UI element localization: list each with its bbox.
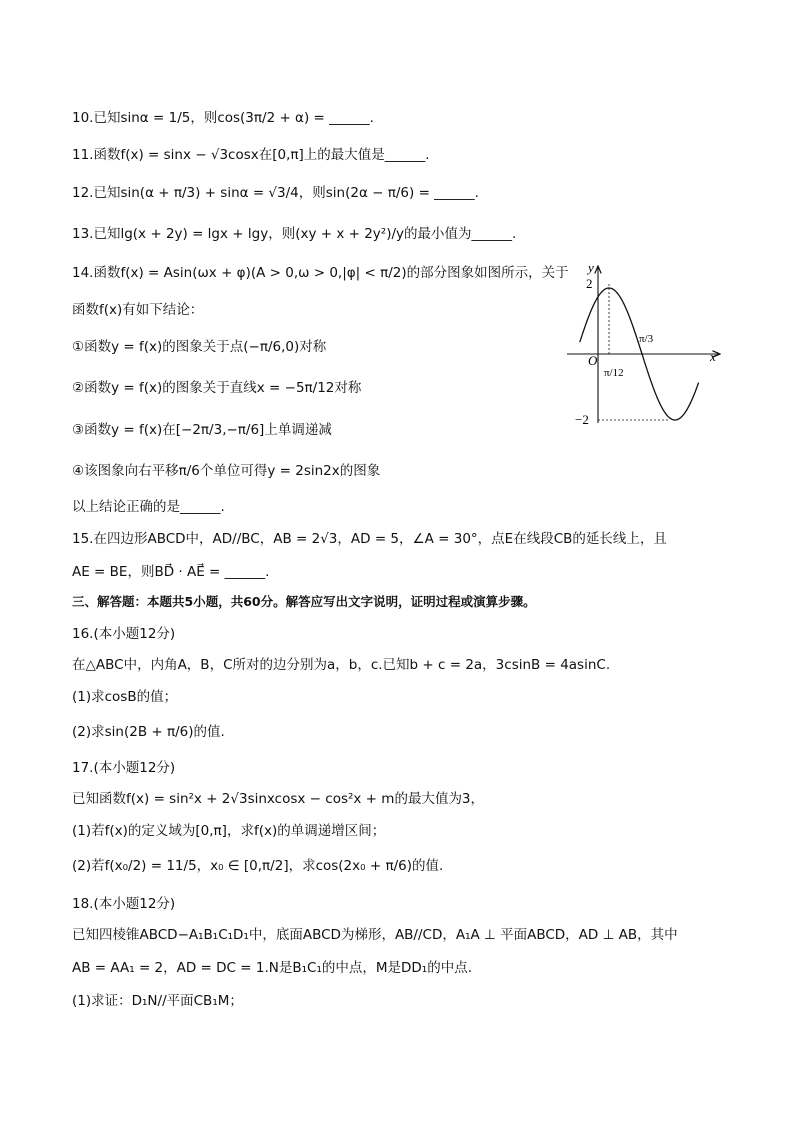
q16-stem: 在△ABC中，内角A，B，C所对的边分别为a，b，c.已知b + c = 2a，3csinB = 4asinC. [72, 657, 611, 673]
q17-header: 17.(本小题12分) [72, 760, 176, 776]
q14-answer-line: 以上结论正确的是______. [72, 499, 225, 515]
y-axis-label: y [588, 260, 594, 275]
min-label: −2 [575, 412, 589, 427]
q17-part1: (1)若f(x)的定义域为[0,π]，求f(x)的单调递增区间； [72, 823, 386, 839]
q18-stem-cont: AB = AA₁ = 2，AD = DC = 1.N是B₁C₁的中点，M是DD₁的中点. [72, 960, 473, 976]
q14-option-1: ①函数y = f(x)的图象关于点(−π/6,0)对称 [72, 339, 327, 355]
q15: 15.在四边形ABCD中，AD//BC，AB = 2√3，AD = 5，∠A = 30°，点E在线段CB的延长线上，且 [72, 531, 667, 547]
q16-header: 16.(本小题12分) [72, 626, 176, 642]
q14-option-3: ③函数y = f(x)在[−2π/3,−π/6]上单调递减 [72, 422, 332, 438]
q12: 12.已知sin(α + π/3) + sinα = √3/4，则sin(2α − π/6) = ______. [72, 185, 479, 201]
q15-cont: AE = BE，则BD⃗ · AE⃗ = ______. [72, 564, 270, 580]
max-label: 2 [586, 276, 593, 291]
q18-stem: 已知四棱锥ABCD−A₁B₁C₁D₁中，底面ABCD为梯形，AB//CD，A₁A ⊥ 平面ABCD，AD ⊥ AB，其中 [72, 927, 678, 943]
q16-part1: (1)求cosB的值； [72, 689, 178, 705]
q17-stem: 已知函数f(x) = sin²x + 2√3sinxcosx − cos²x + m的最大值为3， [72, 791, 485, 807]
origin-label: O [588, 353, 598, 368]
q10: 10.已知sinα = 1/5，则cos(3π/2 + α) = ______. [72, 110, 374, 126]
q14-stem-cont: 函数f(x)有如下结论： [72, 302, 204, 318]
q17-part2: (2)若f(x₀/2) = 11/5，x₀ ∈ [0,π/2]，求cos(2x₀ + π/6)的值. [72, 858, 444, 874]
q14-option-2: ②函数y = f(x)的图象关于直线x = −5π/12对称 [72, 380, 362, 396]
q11: 11.函数f(x) = sinx − √3cosx在[0,π]上的最大值是______. [72, 147, 430, 163]
section-heading: 三、解答题：本题共5小题，共60分。解答应写出文字说明，证明过程或演算步骤。 [72, 594, 536, 609]
sine-graph [562, 258, 732, 430]
x-mark-pi-12: π/12 [604, 367, 624, 379]
q18-part1: (1)求证：D₁N//平面CB₁M； [72, 993, 243, 1009]
q13: 13.已知lg(x + 2y) = lgx + lgy，则(xy + x + 2y²)/y的最小值为______. [72, 226, 517, 242]
x-axis-label: x [710, 349, 716, 364]
q18-header: 18.(本小题12分) [72, 896, 176, 912]
x-mark-pi-3: π/3 [639, 333, 654, 345]
q14-option-4: ④该图象向右平移π/6个单位可得y = 2sin2x的图象 [72, 463, 381, 479]
q14-stem: 14.函数f(x) = Asin(ωx + φ)(A > 0,ω > 0,|φ| < π/2)的部分图象如图所示，关于 [72, 265, 569, 281]
q16-part2: (2)求sin(2B + π/6)的值. [72, 724, 225, 740]
